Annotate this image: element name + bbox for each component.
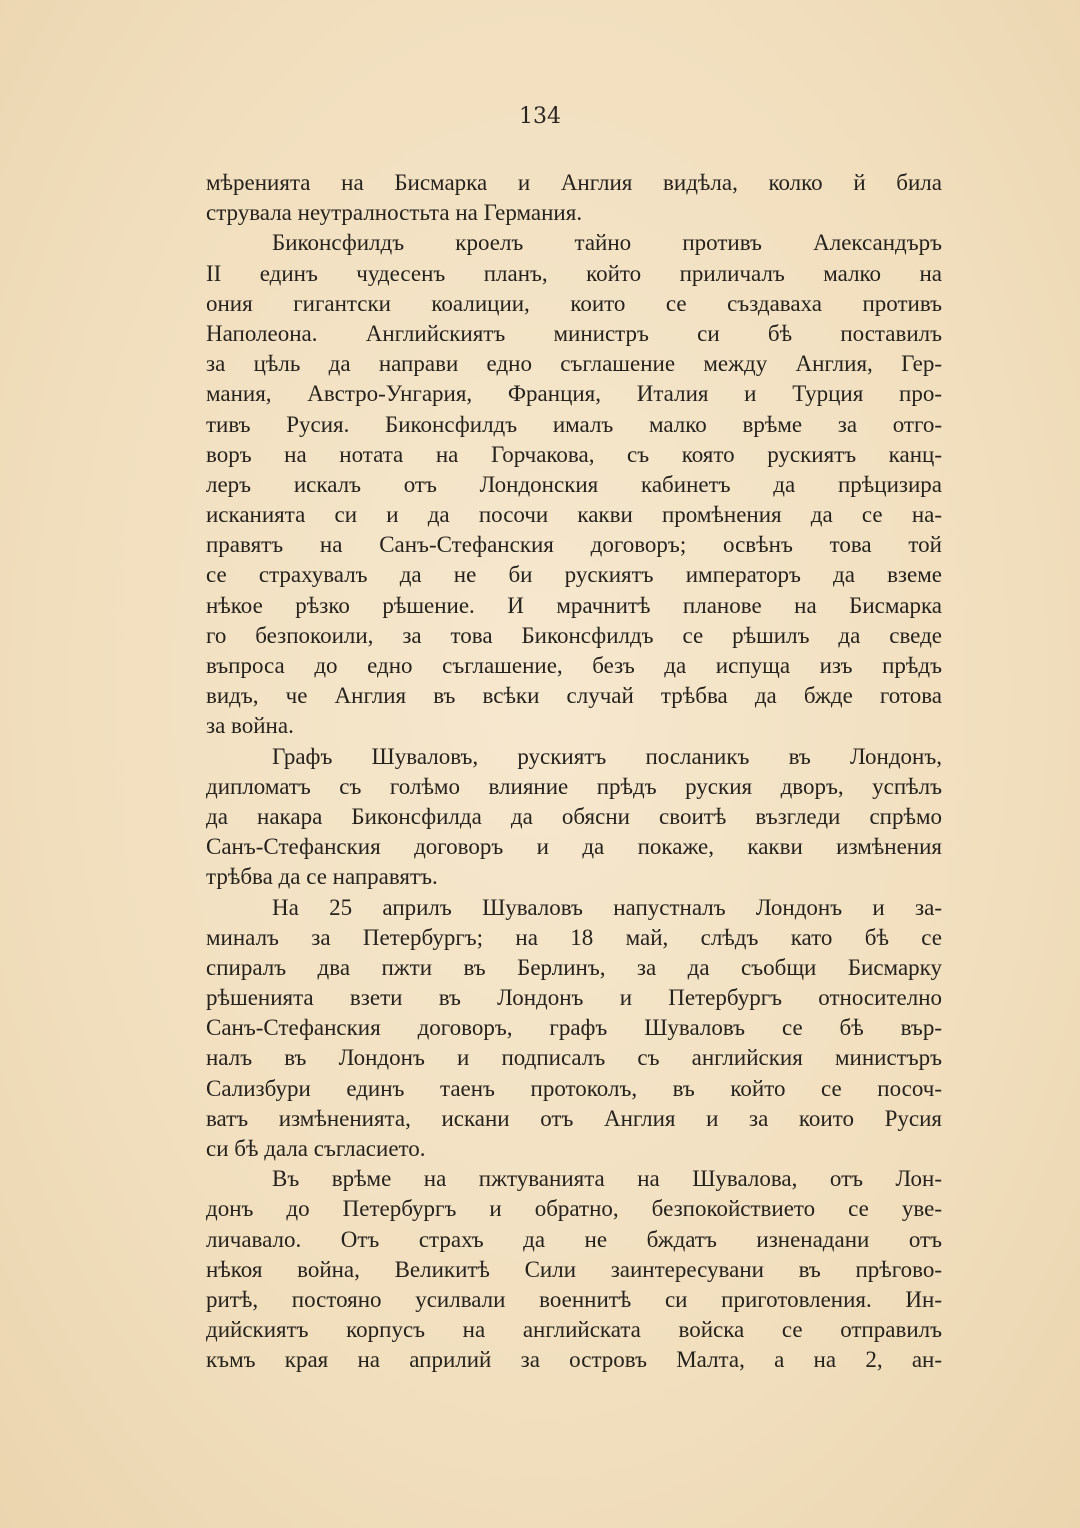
text-line: ония гигантски коалиции, които се създаваха противъ (206, 290, 942, 316)
text-line: Биконсфилдъ кроелъ тайно противъ Александъръ (272, 230, 942, 256)
text-line: видъ, че Англия въ всѣки случай трѣбва да бжде готова (206, 683, 942, 709)
text-line: мѣренията на Бисмарка и Англия видѣла, колко й била (206, 170, 942, 195)
text-line: струвала неутралностьта на Германия. (206, 200, 583, 226)
text-line: нѣкое рѣзко рѣшение. И мрачнитѣ планове на Бисмарка (206, 592, 942, 618)
text-line: спиралъ два пжти въ Берлинъ, за да съобщи Бисмарку (206, 954, 942, 980)
text-line: да накара Биконсфилда да обясни своитѣ възгледи спрѣмо (206, 803, 942, 829)
text-line: тивъ Русия. Биконсфилдъ ималъ малко врѣме за отго- (206, 411, 942, 437)
text-line: Графъ Шуваловъ, рускиятъ посланикъ въ Лондонъ, (272, 743, 942, 769)
body-text (206, 168, 942, 1376)
text-line: донъ до Петербургъ и обратно, безпокойствието се уве- (206, 1196, 942, 1222)
text-line: дипломатъ съ голѣмо влияние прѣдъ руския дворъ, успѣлъ (206, 773, 942, 799)
text-line: На 25 априлъ Шуваловъ напустналъ Лондонъ и за- (272, 894, 942, 920)
text-line: воръ на нотата на Горчакова, съ която рускиятъ канц- (206, 441, 942, 467)
text-line: миналъ за Петербургъ; на 18 май, слѣдъ като бѣ се (206, 924, 942, 950)
text-line: леръ искалъ отъ Лондонския кабинетъ да прѣцизира (206, 471, 942, 497)
text-line: дийскиятъ корпусъ на английската войска се отправилъ (206, 1317, 942, 1343)
text-line: се страхувалъ да не би рускиятъ императоръ да вземе (206, 562, 942, 588)
text-line: Въ врѣме на пжтуванията на Шувалова, отъ Лон- (272, 1166, 942, 1192)
text-line: го безпокоили, за това Биконсфилдъ се рѣшилъ да сведе (206, 622, 942, 648)
text-line: исканията си и да посочи какви промѣнения да се на- (206, 502, 942, 528)
text-line: Санъ-Стефанския договоръ и да покаже, какви измѣнения (206, 834, 942, 860)
text-line: Сализбури единъ таенъ протоколъ, въ който се посоч- (206, 1075, 942, 1101)
text-line: мания, Австро-Унгария, Франция, Италия и Турция про- (206, 381, 942, 407)
text-line: ритѣ, постояно усилвали военнитѣ си приготовления. Ин- (206, 1286, 942, 1312)
text-line: въпроса до едно съглашение, безъ да испуща изъ прѣдъ (206, 653, 942, 678)
page-number: 134 (519, 104, 561, 129)
text-line: II единъ чудесенъ планъ, който приличалъ малко на (206, 260, 942, 286)
text-line: за цѣль да направи едно съглашение между Англия, Гер- (206, 351, 942, 377)
text-line: налъ въ Лондонъ и подписалъ съ английския министъръ (206, 1045, 942, 1071)
text-line: трѣбва да се направятъ. (206, 864, 438, 890)
text-line: личавало. Отъ страхъ да не бждатъ изненадани отъ (206, 1226, 942, 1252)
text-line: Наполеона. Английскиятъ министръ си бѣ поставилъ (206, 320, 942, 346)
text-line: Санъ-Стефанския договоръ, графъ Шуваловъ се бѣ вър- (206, 1015, 942, 1041)
text-line: за война. (206, 713, 294, 739)
text-line: си бѣ дала съгласието. (206, 1136, 426, 1161)
text-line: рѣшенията взети въ Лондонъ и Петербургъ относително (206, 985, 942, 1011)
text-line: нѣкоя война, Великитѣ Сили заинтересувани въ прѣгово- (206, 1256, 942, 1282)
text-line: къмъ края на априлий за островъ Малта, а на 2, ан- (206, 1347, 942, 1373)
text-line: правятъ на Санъ-Стефанския договоръ; освѣнъ това той (206, 532, 942, 558)
text-line: ватъ измѣненията, искани отъ Англия и за които Русия (206, 1105, 942, 1131)
